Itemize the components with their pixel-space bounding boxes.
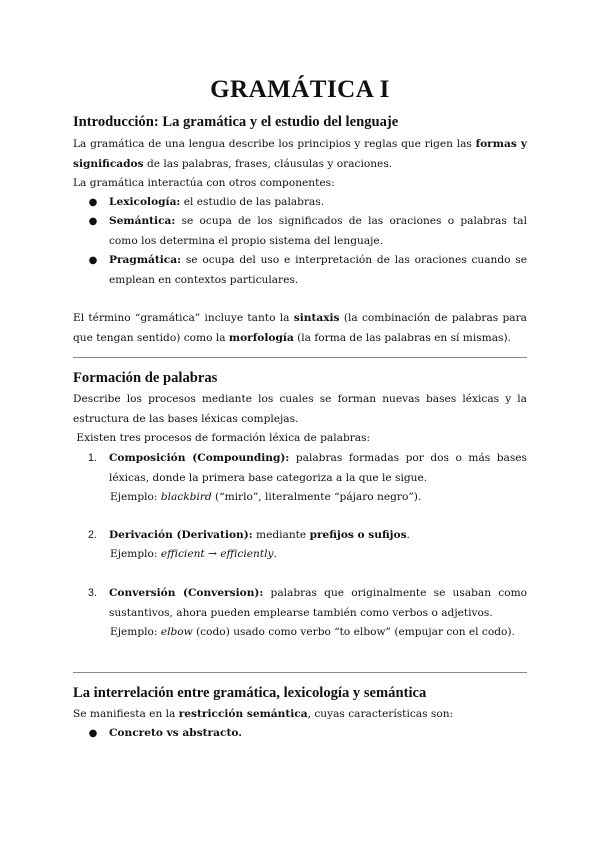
item-label: Conversión (Conversion):: [109, 587, 264, 599]
item-number: 1.: [88, 452, 97, 464]
text-run: La gramática de una lengua describe los principios y reglas que rigen las: [73, 138, 476, 150]
example-text: .: [273, 548, 277, 560]
example-text: (“mirlo”, literalmente “pájaro negro”).: [211, 491, 422, 503]
text-run: , cuyas características son:: [307, 708, 454, 720]
example-derivacion: [110, 545, 277, 565]
item-label: Composición (Compounding):: [109, 452, 290, 464]
formacion-paragraph-2: Existen tres procesos de formación léxica de palabras:: [73, 432, 371, 444]
bold-term: restricción semántica: [178, 708, 308, 720]
bullet-text: se ocupa del uso e interpretación de las oraciones cuando se emplean en contextos particulares.: [109, 254, 527, 286]
example-word: efficient → efficiently: [160, 548, 274, 560]
intro-paragraph-2: La gramática interactúa con otros componentes:: [73, 177, 335, 189]
example-text: (codo) usado como verbo “to elbow” (empujar con el codo).: [192, 626, 515, 638]
item-text: mediante: [252, 529, 310, 541]
bullet-text: el estudio de las palabras.: [180, 196, 325, 208]
interrelacion-paragraph-1: [73, 705, 527, 725]
example-prefix: Ejemplo:: [110, 491, 161, 503]
example-composicion: [110, 488, 421, 508]
bullet-icon: ●: [88, 255, 98, 266]
example-conversion: [110, 623, 515, 643]
text-run: de las palabras, frases, cláusulas y oraciones.: [143, 157, 393, 170]
item-number: 3.: [88, 587, 97, 599]
section-divider: [73, 357, 527, 358]
bold-term: morfología: [228, 331, 294, 344]
bullet-label: Lexicología:: [109, 196, 181, 208]
bold-term: prefijos o sufijos: [309, 529, 407, 541]
bullet-label: Concreto vs abstracto.: [109, 727, 242, 739]
text-run: (la forma de las palabras en sí mismas).: [293, 331, 511, 344]
item-text: palabras formadas por dos o más bases léxicas, donde la primera base categoriza a la que le sigue.: [109, 452, 527, 484]
bold-term: sintaxis: [293, 312, 340, 324]
example-word: blackbird: [160, 491, 212, 503]
document-title: GRAMÁTICA I: [210, 76, 390, 103]
item-label: Derivación (Derivation):: [109, 529, 253, 541]
formacion-paragraph-1: Describe los procesos mediante los cuales se forman nuevas bases léxicas y la estructura de las bases léxicas complejas.: [73, 393, 527, 425]
section-heading-introduccion: Introducción: La gramática y el estudio del lenguaje: [73, 114, 399, 130]
text-run: (la combinación de palabras para que tengan sentido) como la: [73, 312, 527, 344]
example-prefix: Ejemplo:: [110, 548, 161, 560]
intro-paragraph-1: [73, 135, 527, 175]
bullet-text: se ocupa de los significados de las oraciones o palabras tal como los determina el propio sistema del lenguaje.: [109, 215, 527, 247]
item-number: 2.: [88, 529, 97, 541]
item-text: .: [406, 529, 410, 541]
bullet-icon: ●: [88, 197, 98, 208]
bold-term: formas y significados: [73, 138, 527, 170]
section-divider: [73, 672, 527, 673]
bullet-label: Semántica:: [109, 215, 176, 227]
text-run: Se manifiesta en la: [73, 708, 179, 720]
bullet-icon: ●: [88, 728, 98, 739]
section-heading-interrelacion: La interrelación entre gramática, lexicología y semántica: [73, 685, 427, 701]
text-run: El término “gramática” incluye tanto la: [73, 312, 294, 324]
intro-paragraph-3: [73, 309, 527, 349]
bullet-icon: ●: [88, 216, 98, 227]
example-word: elbow: [160, 626, 193, 638]
section-heading-formacion: Formación de palabras: [73, 370, 218, 386]
item-text: palabras que originalmente se usaban como sustantivos, ahora pueden emplearse también como verbos o adjetivos.: [109, 587, 527, 619]
example-prefix: Ejemplo:: [110, 626, 161, 638]
bullet-label: Pragmática:: [109, 254, 182, 266]
